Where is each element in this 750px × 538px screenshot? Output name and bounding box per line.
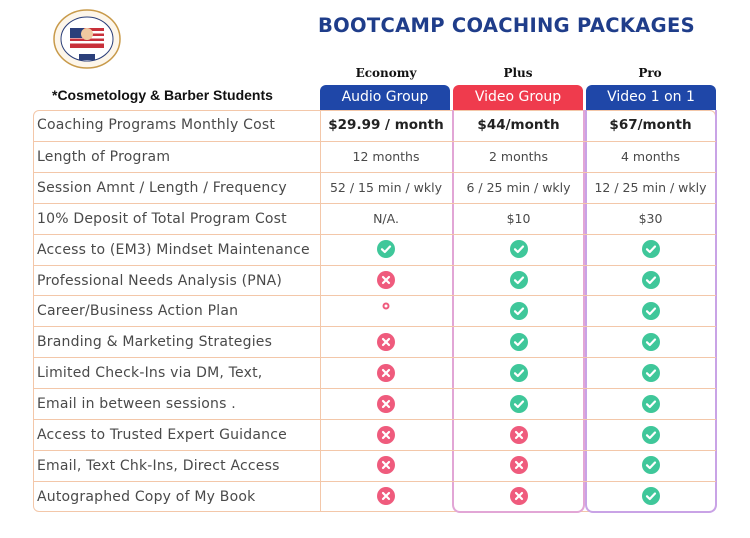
feature-cell (452, 482, 585, 512)
logo (52, 8, 122, 70)
check-icon (642, 395, 660, 413)
check-icon (510, 271, 528, 289)
feature-cell (585, 266, 716, 296)
value-cell: 2 months (488, 148, 548, 164)
cross-icon (377, 271, 395, 289)
check-icon (510, 333, 528, 351)
value-cell: N/A. (373, 210, 399, 226)
cross-icon (510, 487, 528, 505)
feature-cell (320, 420, 452, 450)
feature-label: Access to Trusted Expert Guidance (37, 427, 287, 443)
check-icon (377, 240, 395, 258)
value-cell: $44/month (477, 117, 560, 133)
feature-cell (585, 482, 716, 512)
table-row (33, 326, 716, 357)
check-icon (510, 364, 528, 382)
feature-cell (452, 451, 585, 481)
feature-cell (452, 296, 585, 326)
feature-cell (452, 358, 585, 388)
value-cell: $29.99 / month (328, 117, 444, 133)
table-row (33, 203, 716, 234)
feature-label: Access to (EM3) Mindset Maintenance (37, 241, 310, 258)
feature-label: Autographed Copy of My Book (37, 488, 256, 505)
table-row (33, 295, 716, 326)
feature-cell (320, 358, 452, 388)
value-cell: $67/month (609, 117, 692, 133)
check-icon (642, 487, 660, 505)
cross-icon (510, 456, 528, 474)
feature-cell (452, 235, 585, 265)
table-row (33, 234, 716, 265)
audience-note: *Cosmetology & Barber Students (52, 87, 273, 103)
check-icon (642, 271, 660, 289)
cross-icon (377, 426, 395, 444)
value-cell: 52 / 15 min / wkly (329, 179, 442, 195)
feature-cell (585, 358, 716, 388)
dot-icon (382, 302, 390, 310)
check-icon (510, 395, 528, 413)
feature-cell (320, 296, 452, 326)
feature-label: Branding & Marketing Strategies (37, 334, 273, 351)
check-icon (642, 333, 660, 351)
cross-icon (377, 456, 395, 474)
value-cell: $30 (638, 210, 663, 226)
feature-cell (585, 389, 716, 419)
tier-economy: Economy (355, 66, 417, 80)
table-row (33, 141, 716, 172)
feature-label: Coaching Programs Monthly Cost (37, 117, 276, 133)
value-cell: 12 months (352, 148, 420, 164)
table-row (33, 419, 716, 450)
feature-cell (320, 266, 452, 296)
feature-cell (452, 389, 585, 419)
check-icon (510, 302, 528, 320)
header-economy: Audio Group (320, 85, 450, 110)
check-icon (642, 364, 660, 382)
feature-cell (452, 420, 585, 450)
feature-label: Email in between sessions . (37, 396, 236, 413)
table-row (33, 357, 716, 388)
table-row (33, 110, 716, 141)
feature-label: Session Amnt / Length / Frequency (37, 179, 287, 196)
value-cell: 12 / 25 min / wkly (594, 179, 707, 195)
feature-cell (585, 296, 716, 326)
check-icon (642, 302, 660, 320)
value-cell: $10 (506, 210, 531, 226)
value-cell: 6 / 25 min / wkly (466, 179, 571, 195)
cross-icon (377, 333, 395, 351)
feature-cell (452, 266, 585, 296)
feature-cell (585, 327, 716, 357)
table-row (33, 265, 716, 296)
table-row (33, 481, 716, 512)
table-row (33, 172, 716, 203)
header-plus: Video Group (453, 85, 583, 110)
tier-plus: Plus (503, 66, 533, 80)
tier-pro: Pro (638, 66, 662, 80)
check-icon (642, 240, 660, 258)
feature-label: Professional Needs Analysis (PNA) (37, 272, 283, 289)
table-row (33, 450, 716, 481)
cross-icon (377, 364, 395, 382)
feature-cell (585, 420, 716, 450)
feature-cell (320, 389, 452, 419)
feature-cell (585, 451, 716, 481)
cross-icon (377, 487, 395, 505)
feature-cell (320, 327, 452, 357)
page-title: BOOTCAMP COACHING PACKAGES (318, 14, 695, 37)
feature-cell (320, 482, 452, 512)
feature-label: Email, Text Chk-Ins, Direct Access (37, 457, 280, 474)
feature-cell (320, 451, 452, 481)
check-icon (642, 456, 660, 474)
feature-label: 10% Deposit of Total Program Cost (37, 210, 287, 227)
feature-label: Limited Check-Ins via DM, Text, (37, 365, 263, 382)
feature-label: Length of Program (37, 148, 171, 165)
header-pro: Video 1 on 1 (586, 85, 716, 110)
feature-label: Career/Business Action Plan (37, 303, 239, 320)
feature-cell (585, 235, 716, 265)
feature-cell (452, 327, 585, 357)
value-cell: 4 months (620, 148, 680, 164)
cross-icon (377, 395, 395, 413)
table-row (33, 388, 716, 419)
check-icon (510, 240, 528, 258)
cross-icon (510, 426, 528, 444)
check-icon (642, 426, 660, 444)
feature-cell (320, 235, 452, 265)
